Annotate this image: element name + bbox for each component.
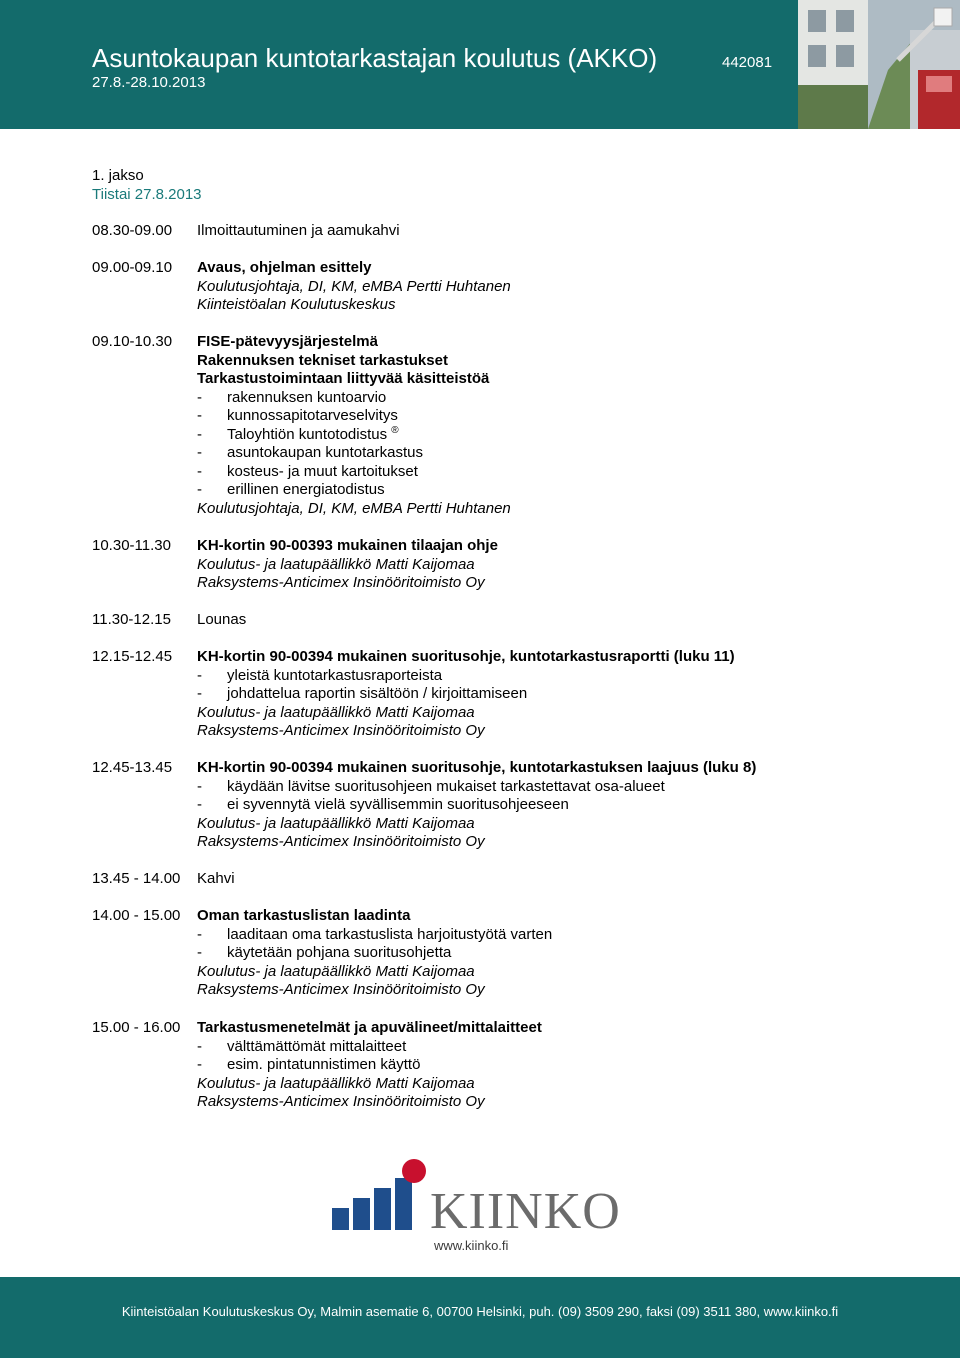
agenda-line-text: Koulutusjohtaja, DI, KM, eMBA Pertti Huhtanen — [197, 277, 511, 295]
agenda-line-text: välttämättömät mittalaitteet — [227, 1037, 407, 1055]
agenda-bullet — [197, 407, 511, 426]
agenda-speaker — [197, 500, 511, 519]
agenda-bullet — [197, 685, 735, 704]
agenda-bullet — [197, 463, 511, 482]
agenda-content — [197, 333, 511, 518]
agenda-line-text: KH-kortin 90-00394 mukainen suoritusohje, kuntotarkastuksen laajuus (luku 8) — [197, 759, 757, 776]
agenda-line-text: Tarkastustoimintaan liittyvää käsitteistöä — [197, 370, 490, 387]
agenda-speaker — [197, 278, 511, 297]
agenda-line-text: Raksystems-Anticimex Insinööritoimisto Oy — [197, 574, 485, 591]
agenda-content — [197, 611, 246, 630]
agenda-content — [197, 648, 735, 741]
agenda-line-text: FISE-pätevyysjärjestelmä — [197, 333, 378, 350]
agenda-heading — [197, 759, 756, 778]
agenda-bullet — [197, 444, 511, 463]
agenda-line-text: Tarkastusmenetelmät ja apuvälineet/mittalaitteet — [197, 1019, 542, 1036]
course-title: Asuntokaupan kuntotarkastajan koulutus (AKKO) — [92, 43, 658, 73]
agenda-line-text: yleistä kuntotarkastusraporteista — [227, 666, 443, 684]
svg-text:KIINKO: KIINKO — [430, 1183, 621, 1240]
footer — [0, 1277, 960, 1358]
agenda-speaker — [197, 815, 756, 834]
agenda-text — [197, 222, 400, 241]
agenda-line-text: Avaus, ohjelman esittely — [197, 259, 372, 276]
agenda-line-text: Raksystems-Anticimex Insinööritoimisto Oy — [197, 722, 485, 739]
agenda-content — [197, 759, 756, 852]
agenda-bullet — [197, 778, 756, 797]
agenda-line-text: käydään lävitse suoritusohjeen mukaiset tarkastettavat osa-alueet — [227, 777, 665, 795]
agenda-line-text: Rakennuksen tekniset tarkastukset — [197, 351, 448, 369]
agenda-content — [197, 537, 498, 593]
agenda-heading — [197, 370, 511, 389]
agenda-line-text: esim. pintatunnistimen käyttö — [227, 1056, 421, 1073]
agenda-line-text: Raksystems-Anticimex Insinööritoimisto Oy — [197, 1093, 485, 1110]
agenda-line-text: rakennuksen kuntoarvio — [227, 388, 387, 406]
agenda-line-text: Koulutus- ja laatupäällikkö Matti Kaijomaa — [197, 703, 475, 721]
agenda-time: 12.45-13.45 — [92, 759, 173, 776]
header-photo — [798, 0, 960, 129]
agenda-line-text: Oman tarkastuslistan laadinta — [197, 907, 411, 924]
agenda-time: 11.30-12.15 — [92, 611, 171, 628]
agenda-line-text: kosteus- ja muut kartoitukset — [227, 462, 418, 480]
agenda-content — [197, 1019, 542, 1112]
footer-contact: Kiinteistöalan Koulutuskeskus Oy, Malmin asematie 6, 00700 Helsinki, puh. (09) 3509 290, faksi (09) 3511 380, www.kiinko.fi — [121, 1304, 839, 1319]
agenda-time: 15.00 - 16.00 — [92, 1019, 181, 1036]
header-banner — [0, 0, 960, 129]
agenda-time: 09.10-10.30 — [92, 333, 173, 350]
agenda-line-text: Raksystems-Anticimex Insinööritoimisto Oy — [197, 981, 485, 998]
agenda-line-text: Koulutus- ja laatupäällikkö Matti Kaijomaa — [197, 814, 475, 832]
agenda-content — [197, 222, 400, 241]
agenda-bullet — [197, 926, 552, 945]
building-photo-icon — [798, 0, 960, 129]
agenda-heading — [197, 907, 552, 926]
agenda-bullet — [197, 426, 511, 445]
agenda-text — [197, 870, 235, 889]
agenda-line-text: erillinen energiatodistus — [227, 481, 385, 498]
agenda-line-text: KH-kortin 90-00393 mukainen tilaajan ohje — [197, 537, 498, 554]
agenda-speaker — [197, 574, 498, 593]
agenda-line-text: käytetään pohjana suoritusohjetta — [227, 944, 452, 961]
agenda-speaker — [197, 556, 498, 575]
agenda-content — [197, 259, 511, 315]
agenda-line-text: Koulutusjohtaja, DI, KM, eMBA Pertti Huhtanen — [197, 499, 511, 517]
agenda-content — [197, 907, 552, 1000]
agenda-time: 14.00 - 15.00 — [92, 907, 181, 924]
agenda-line-text: Taloyhtiön kuntotodistus — [227, 425, 388, 443]
agenda-speaker — [197, 296, 511, 315]
agenda-bullet — [197, 389, 511, 408]
agenda-text — [197, 611, 246, 630]
agenda-line-text: Koulutus- ja laatupäällikkö Matti Kaijomaa — [197, 1074, 475, 1092]
section-title: 1. jakso — [92, 167, 144, 184]
agenda-content — [197, 870, 235, 889]
agenda-bullet — [197, 796, 756, 815]
agenda-heading — [197, 352, 511, 371]
agenda-time: 09.00-09.10 — [92, 259, 173, 276]
agenda-line-text: johdattelua raportin sisältöön / kirjoittamiseen — [227, 685, 528, 702]
agenda-speaker — [197, 722, 735, 741]
agenda-time: 13.45 - 14.00 — [92, 870, 181, 887]
agenda-bullet — [197, 1038, 542, 1057]
agenda-speaker — [197, 1093, 542, 1112]
agenda-line-text: KH-kortin 90-00394 mukainen suoritusohje, kuntotarkastusraportti (luku 11) — [197, 648, 735, 665]
agenda-speaker — [197, 1075, 542, 1094]
course-dates: 27.8.-28.10.2013 — [92, 74, 206, 91]
agenda-line-text: ei syvennytä vielä syvällisemmin suoritusohjeeseen — [227, 796, 569, 813]
agenda-line-text: Lounas — [197, 611, 247, 628]
agenda-heading — [197, 537, 498, 556]
agenda-speaker — [197, 833, 756, 852]
agenda-line-text: laaditaan oma tarkastuslista harjoitustyötä varten — [227, 925, 553, 943]
agenda-line-text: Raksystems-Anticimex Insinööritoimisto Oy — [197, 833, 485, 850]
agenda-heading — [197, 333, 511, 352]
agenda-time: 10.30-11.30 — [92, 537, 171, 554]
agenda-speaker — [197, 704, 735, 723]
agenda-time: 08.30-09.00 — [92, 222, 173, 239]
agenda-speaker — [197, 981, 552, 1000]
agenda-line-text: asuntokaupan kuntotarkastus — [227, 444, 423, 461]
agenda-bullet — [197, 481, 511, 500]
agenda-bullet — [197, 1056, 542, 1075]
agenda-bullet — [197, 667, 735, 686]
agenda-heading — [197, 648, 735, 667]
agenda-line-text: Koulutus- ja laatupäällikkö Matti Kaijomaa — [197, 555, 475, 573]
course-code: 442081 — [722, 54, 773, 71]
agenda-time: 12.15-12.45 — [92, 648, 173, 665]
agenda-heading — [197, 259, 511, 278]
section-date: Tiistai 27.8.2013 — [92, 186, 202, 203]
registered-mark: ® — [391, 424, 399, 436]
agenda-line-text: Ilmoittautuminen ja aamukahvi — [197, 222, 400, 239]
agenda-line-text: kunnossapitotarveselvitys — [227, 407, 398, 424]
agenda-bullet — [197, 944, 552, 963]
agenda-line-text: Kiinteistöalan Koulutuskeskus — [197, 296, 396, 313]
logo-url: www.kiinko.fi — [434, 1238, 509, 1253]
agenda-heading — [197, 1019, 542, 1038]
agenda-line-text: Koulutus- ja laatupäällikkö Matti Kaijomaa — [197, 962, 475, 980]
agenda-speaker — [197, 963, 552, 982]
agenda-line-text: Kahvi — [197, 870, 235, 887]
